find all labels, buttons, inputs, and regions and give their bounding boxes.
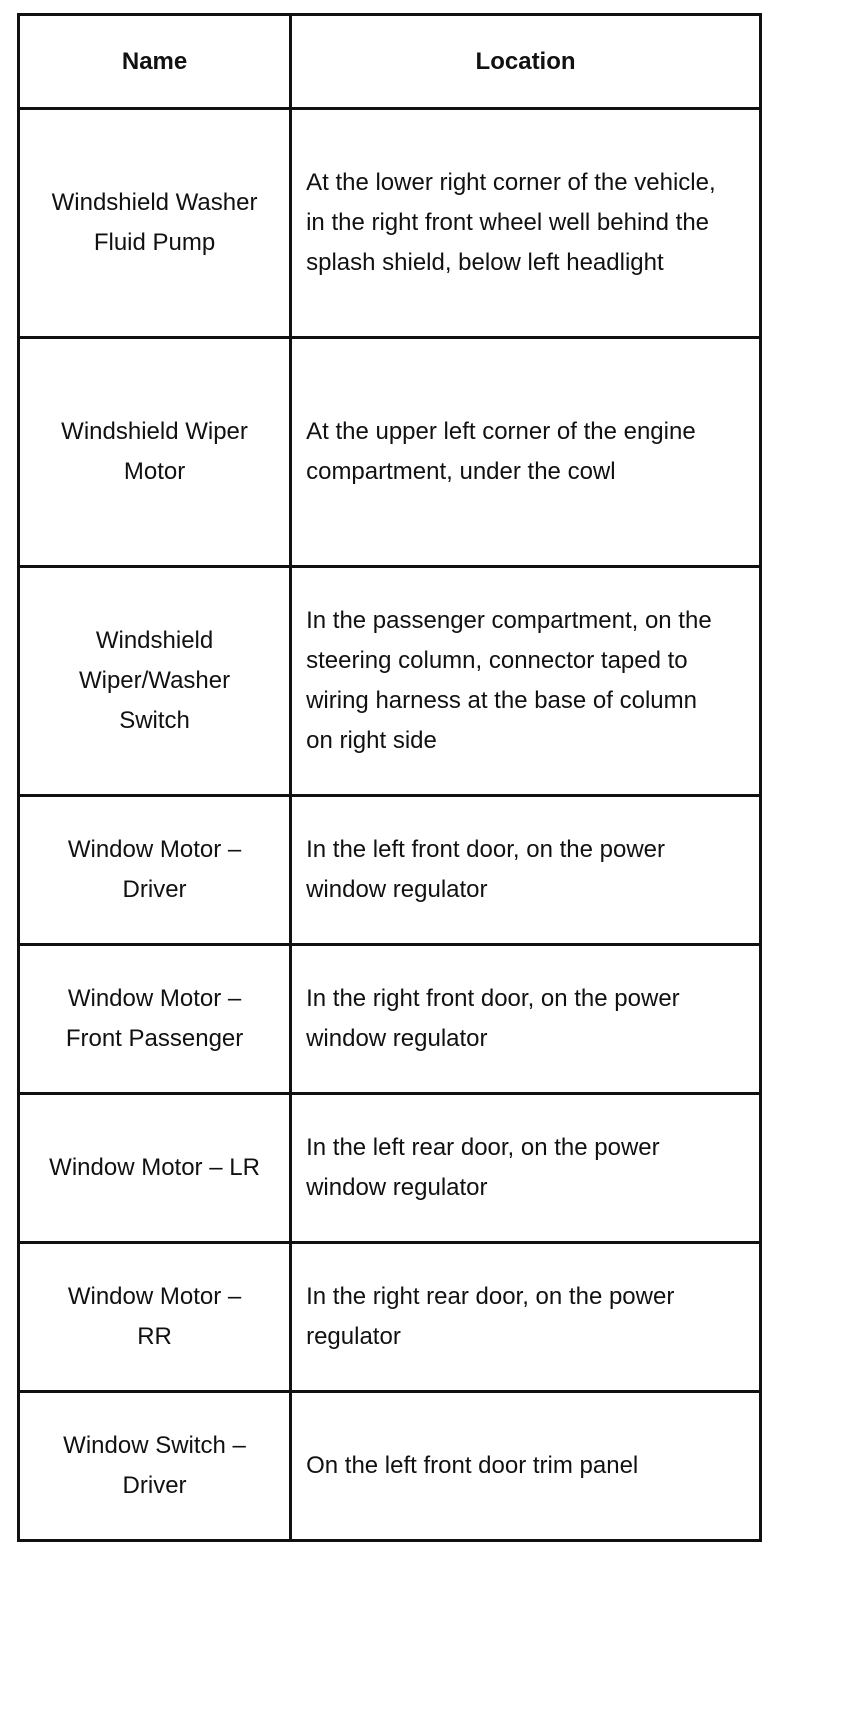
header-location: Location — [291, 15, 761, 109]
table-row — [19, 567, 761, 796]
component-name: Window Motor – RR — [67, 1283, 242, 1350]
table-row — [19, 109, 761, 338]
table-row — [19, 1243, 761, 1392]
component-location: In the left rear door, on the power window regulator — [306, 1134, 660, 1201]
component-location: At the lower right corner of the vehicle, in the right front wheel well behind the splash shield, below left headlight — [306, 169, 716, 276]
component-name: Window Switch – Driver — [63, 1432, 246, 1499]
component-location: In the right front door, on the power window regulator — [306, 985, 680, 1052]
row-location-cell — [291, 796, 761, 945]
component-name: Window Motor – Front Passenger — [65, 985, 244, 1052]
table-row — [19, 338, 761, 567]
table-row — [19, 1094, 761, 1243]
row-location-cell — [291, 1243, 761, 1392]
component-name: Window Motor – Driver — [67, 836, 242, 903]
component-location: In the left front door, on the power window regulator — [306, 836, 665, 903]
component-name: Windshield Wiper/Washer Switch — [78, 627, 231, 734]
component-location-table — [17, 13, 762, 1542]
row-name-cell — [19, 796, 291, 945]
row-location-cell — [291, 1392, 761, 1541]
row-location-cell — [291, 109, 761, 338]
row-location-cell — [291, 1094, 761, 1243]
row-name-cell — [19, 567, 291, 796]
component-name: Windshield Washer Fluid Pump — [51, 189, 258, 256]
row-name-cell — [19, 1094, 291, 1243]
row-name-cell — [19, 1243, 291, 1392]
component-location: On the left front door trim panel — [306, 1452, 639, 1479]
component-name: Window Motor – LR — [49, 1154, 260, 1181]
row-name-cell — [19, 945, 291, 1094]
table-row — [19, 945, 761, 1094]
row-name-cell — [19, 109, 291, 338]
table-header-row — [19, 15, 761, 109]
header-name: Name — [19, 15, 291, 109]
row-name-cell — [19, 338, 291, 567]
row-location-cell — [291, 567, 761, 796]
component-name: Windshield Wiper Motor — [61, 418, 248, 485]
component-location: In the right rear door, on the power regulator — [306, 1283, 675, 1350]
row-location-cell — [291, 945, 761, 1094]
table-row — [19, 1392, 761, 1541]
component-location: At the upper left corner of the engine compartment, under the cowl — [306, 418, 696, 485]
component-location: In the passenger compartment, on the steering column, connector taped to wiring harness at the base of column on right side — [306, 607, 712, 754]
table-row — [19, 796, 761, 945]
row-location-cell — [291, 338, 761, 567]
row-name-cell — [19, 1392, 291, 1541]
